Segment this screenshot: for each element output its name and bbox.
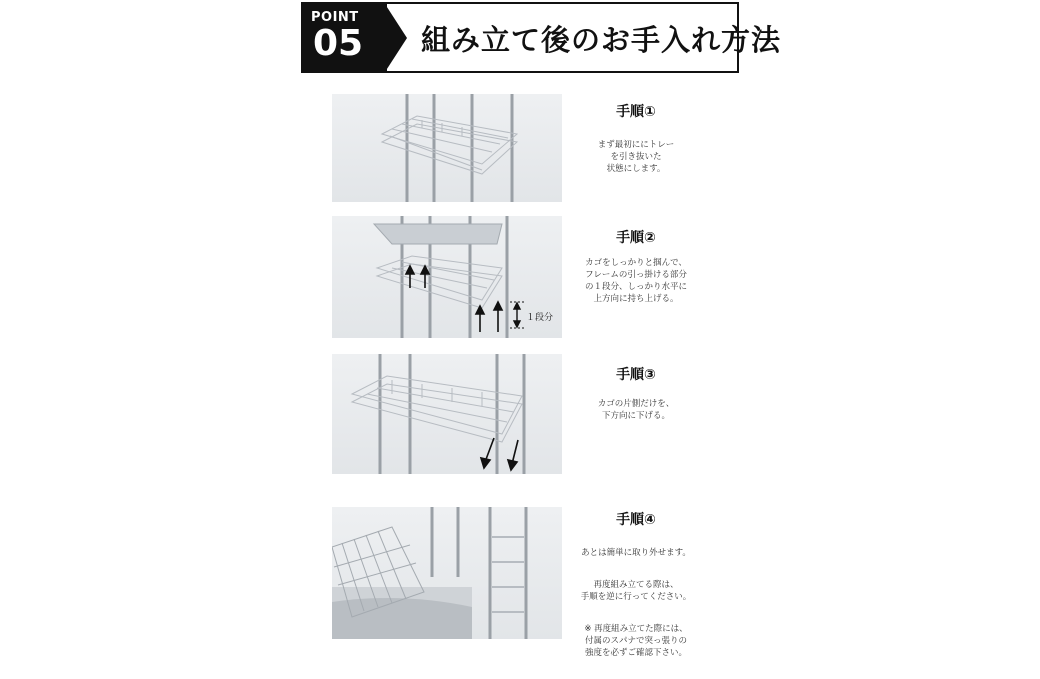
step-2-title: 手順② — [616, 230, 656, 246]
step-2-body: カゴをしっかりと掴んで、 フレームの引っ掛ける部分 の１段分、しっかり水平に 上方向に持ち上げる。 — [584, 258, 687, 304]
step-4-paragraph-2: 再度組み立てる際は、 手順を逆に行ってください。 — [580, 580, 692, 602]
step-1-text — [565, 101, 707, 175]
step-3-body: カゴの片側だけを、 下方向に下げる。 — [597, 399, 675, 421]
step-3-title: 手順③ — [616, 367, 656, 383]
step-4-body — [565, 535, 707, 679]
step-1-photo — [332, 94, 562, 202]
step-4-paragraph-3: ※ 再度組み立てた際には、 付属のスパナで突っ張りの 強度を必ずご確認下さい。 — [584, 624, 688, 658]
step-3-photo — [332, 354, 562, 474]
step-4-paragraph-1: あとは簡単に取り外せます。 — [581, 548, 691, 558]
point-badge-arrow — [385, 4, 407, 72]
step-2-photo — [332, 216, 562, 338]
section-title: 組み立て後のお手入れ方法 — [421, 23, 782, 57]
step-4-photo — [332, 507, 562, 639]
point-number: 05 — [313, 23, 364, 64]
one-step-label: １段分 — [526, 313, 554, 323]
point-label: POINT — [311, 10, 359, 25]
step-1-body: まず最初ににトレー を引き抜いた 状態にします。 — [597, 140, 675, 174]
step-3-text — [565, 364, 707, 422]
step-1-title: 手順① — [616, 104, 656, 120]
step-2-text — [565, 227, 707, 305]
step-4-text — [565, 509, 707, 679]
step-4-title: 手順④ — [616, 512, 656, 528]
section-header-banner — [301, 2, 782, 73]
